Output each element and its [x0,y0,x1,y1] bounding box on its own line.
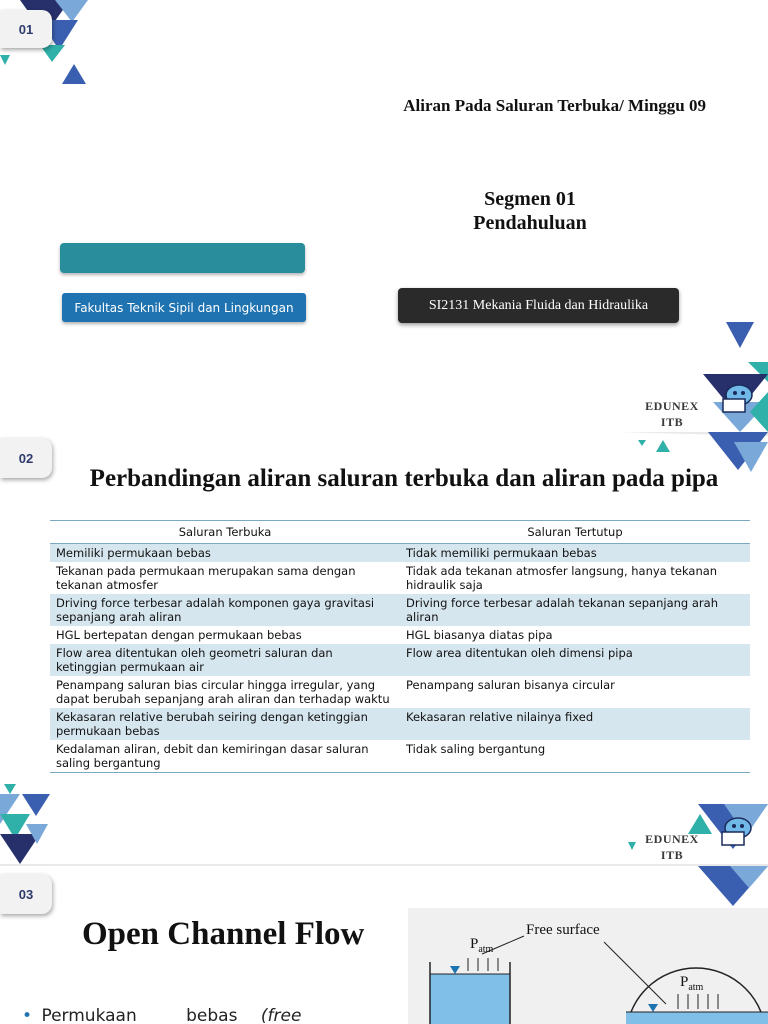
table-cell: HGL bertepatan dengan permukaan bebas [56,628,302,642]
table-cell: Memiliki permukaan bebas [50,544,400,563]
table-cell: Flow area ditentukan oleh geometri saluran dan ketinggian permukaan air [50,644,400,676]
column-header-closed: Saluran Tertutup [400,521,750,544]
edunex-logo: EDUNEX ITB [645,399,699,429]
table-cell: Flow area ditentukan oleh dimensi pipa [400,644,750,676]
patm-left-label: $P_{atm}$ [470,936,494,955]
table-cell: Driving force terbesar adalah komponen gaya gravitasi sepanjang arah aliran [50,594,400,626]
table-row [50,626,750,644]
slide-number-tab: 02 [0,438,52,478]
slide-2 [0,432,768,864]
mascot-icon [719,381,755,415]
column-header-open: Saluran Terbuka [50,521,400,544]
table-cell: Kekasaran relative nilainya fixed [400,708,750,740]
table-row [50,594,750,626]
patm-right-label: $P_{atm}$ [680,974,704,993]
table-row [50,562,750,594]
slide-1 [0,0,768,432]
free-surface-figure [408,908,768,1024]
bullet-item: • Permukaan bebas (free [22,1006,302,1024]
faculty-banner [62,293,306,322]
course-header: Aliran Pada Saluran Terbuka/ Minggu 09 [403,96,706,115]
table-row [50,708,750,740]
table-row [50,644,750,676]
slide-3 [0,866,768,1024]
table-cell: Penampang saluran bisanya circular [406,678,615,692]
table-cell: Tidak memiliki permukaan bebas [400,544,750,563]
table-cell: Driving force terbesar adalah tekanan sepanjang arah aliran [400,594,750,626]
table-cell: HGL biasanya diatas pipa [406,628,553,642]
slide-title: Open Channel Flow [82,916,365,952]
table-row [50,544,750,563]
corner-decoration-top-right [618,866,768,911]
table-header-row [50,521,750,544]
table-cell: Tidak saling bergantung [400,740,750,773]
teal-banner [60,243,305,273]
faculty-label: Fakultas Teknik Sipil dan Lingkungan [74,300,294,315]
course-code-box [398,288,679,323]
table-row [50,676,750,708]
table-cell: Penampang saluran bias circular hingga irregular, yang dapat berubah sepanjang arah aliran dan terhadap waktu [56,678,390,706]
slide-number-tab: 03 [0,874,52,914]
table-cell: Tekanan pada permukaan merupakan sama dengan tekanan atmosfer [56,564,356,592]
comparison-table [50,520,750,773]
edunex-logo: EDUNEX ITB [645,832,699,862]
table-cell: Tidak ada tekanan atmosfer langsung, hanya tekanan hidraulik saja [406,564,718,592]
course-code-label: SI2131 Mekania Fluida dan Hidraulika [428,297,649,313]
segment-title: Pendahuluan [473,212,587,234]
table-cell: Kekasaran relative berubah seiring dengan ketinggian permukaan bebas [50,708,400,740]
table-row [50,740,750,773]
table-cell: Kedalaman aliran, debit dan kemiringan dasar saluran saling bergantung [50,740,400,773]
corner-decoration-bottom-left [0,784,60,864]
comparison-title: Perbandingan aliran saluran terbuka dan aliran pada pipa [89,465,719,492]
segment-label: Segmen 01 [484,188,576,210]
slide-number-tab: 01 [0,10,52,48]
mascot-icon [718,814,754,848]
free-surface-label: Free surface [526,922,600,938]
